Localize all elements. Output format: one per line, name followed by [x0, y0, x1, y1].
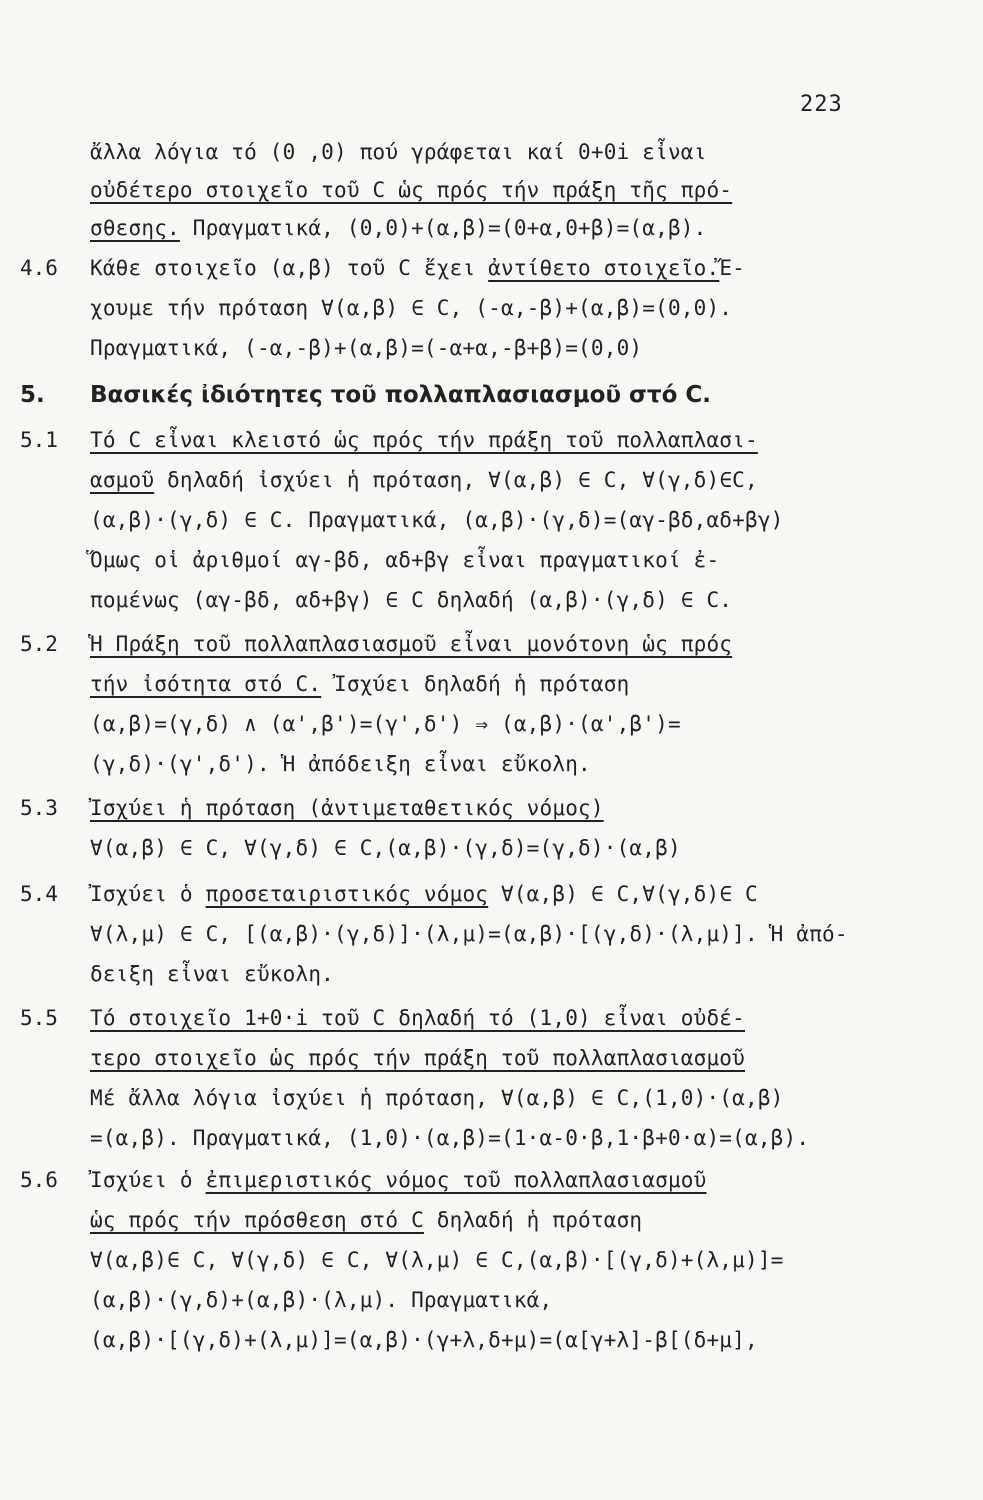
text-line: Ἰσχύει ὁ προσεταιριστικός νόμος ∀(α,β) ∈ C,∀(γ,δ)∈ C — [90, 882, 758, 906]
text-line: ∀(λ,μ) ∈ C, [(α,β)·(γ,δ)]·(λ,μ)=(α,β)·[(γ,δ)·(λ,μ)]. Ἡ ἀπό- — [90, 922, 848, 946]
text-line: Κάθε στοιχεῖο (α,β) τοῦ C ἔχει ἀντίθετο στοιχεῖο.Ἔ- — [90, 256, 746, 280]
text-line: Ὅμως οἱ ἀριθμοί αγ-βδ, αδ+βγ εἶναι πραγματικοί ἐ- — [90, 548, 720, 572]
text-line: (γ,δ)·(γ',δ'). Ἡ ἀπόδειξη εἶναι εὔκολη. — [90, 752, 591, 776]
item-number: 5.3 — [20, 796, 58, 820]
text-line: Μέ ἄλλα λόγια ἰσχύει ἡ πρόταση, ∀(α,β) ∈ C,(1,0)·(α,β) — [90, 1086, 784, 1110]
section-number: 5. — [20, 382, 45, 408]
section-heading: Βασικές ἰδιότητες τοῦ πολλαπλασιασμοῦ στό C. — [90, 382, 712, 408]
text-line: τήν ἰσότητα στό C. Ἰσχύει δηλαδή ἡ πρόταση — [90, 672, 630, 696]
page-number: 223 — [800, 92, 843, 117]
text-line: Πραγματικά, (-α,-β)+(α,β)=(-α+α,-β+β)=(0,0) — [90, 336, 643, 360]
text-line: ∀(α,β)∈ C, ∀(γ,δ) ∈ C, ∀(λ,μ) ∈ C,(α,β)·[(γ,δ)+(λ,μ)]= — [90, 1248, 784, 1272]
text-line: (α,β)·[(γ,δ)+(λ,μ)]=(α,β)·(γ+λ,δ+μ)=(α[γ+λ]-β[(δ+μ], — [90, 1328, 758, 1352]
item-number: 5.1 — [20, 428, 58, 452]
text-line: ἄλλα λόγια τό (0 ,0) πού γράφεται καί 0+0i εἶναι — [90, 140, 707, 164]
item-number: 5.4 — [20, 882, 58, 906]
text-line: ∀(α,β) ∈ C, ∀(γ,δ) ∈ C,(α,β)·(γ,δ)=(γ,δ)·(α,β) — [90, 836, 681, 860]
text-line: πομένως (αγ-βδ, αδ+βγ) ∈ C δηλαδή (α,β)·(γ,δ) ∈ C. — [90, 588, 733, 612]
item-number: 4.6 — [20, 256, 58, 280]
text-line: Τό C εἶναι κλειστό ὡς πρός τήν πράξη τοῦ πολλαπλασι- — [90, 428, 758, 452]
text-line: Τό στοιχεῖο 1+0·i τοῦ C δηλαδή τό (1,0) εἶναι οὐδέ- — [90, 1006, 745, 1030]
text-line: (α,β)=(γ,δ) ∧ (α',β')=(γ',δ') ⇒ (α,β)·(α',β')= — [90, 712, 681, 736]
text-line: (α,β)·(γ,δ)+(α,β)·(λ,μ). Πραγματικά, — [90, 1288, 553, 1312]
text-line: σθεσης. Πραγματικά, (0,0)+(α,β)=(0+α,0+β)=(α,β). — [90, 216, 707, 240]
text-line: ὡς πρός τήν πρόσθεση στό C δηλαδή ἡ πρόταση — [90, 1208, 643, 1232]
text-line: Ἡ Πράξη τοῦ πολλαπλασιασμοῦ εἶναι μονότονη ὡς πρός — [90, 632, 733, 656]
text-line: οὐδέτερο στοιχεῖο τοῦ C ὡς πρός τήν πράξη τῆς πρό- — [90, 178, 733, 202]
text-line: =(α,β). Πραγματικά, (1,0)·(α,β)=(1·α-0·β,1·β+0·α)=(α,β). — [90, 1126, 810, 1150]
text-line: Ἰσχύει ὁ ἐπιμεριστικός νόμος τοῦ πολλαπλασιασμοῦ — [90, 1168, 707, 1192]
item-number: 5.2 — [20, 632, 58, 656]
text-line: ασμοῦ δηλαδή ἰσχύει ἡ πρόταση, ∀(α,β) ∈ C, ∀(γ,δ)∈C, — [90, 468, 758, 492]
text-line: τερο στοιχεῖο ὡς πρός τήν πράξη τοῦ πολλαπλασιασμοῦ — [90, 1046, 745, 1070]
text-line: χουμε τήν πρόταση ∀(α,β) ∈ C, (-α,-β)+(α,β)=(0,0). — [90, 296, 733, 320]
text-line: δειξη εἶναι εὔκολη. — [90, 962, 335, 986]
item-number: 5.5 — [20, 1006, 58, 1030]
text-line: (α,β)·(γ,δ) ∈ C. Πραγματικά, (α,β)·(γ,δ)=(αγ-βδ,αδ+βγ) — [90, 508, 784, 532]
item-number: 5.6 — [20, 1168, 58, 1192]
text-line: Ἰσχύει ἡ πρόταση (ἀντιμεταθετικός νόμος) — [90, 796, 604, 820]
